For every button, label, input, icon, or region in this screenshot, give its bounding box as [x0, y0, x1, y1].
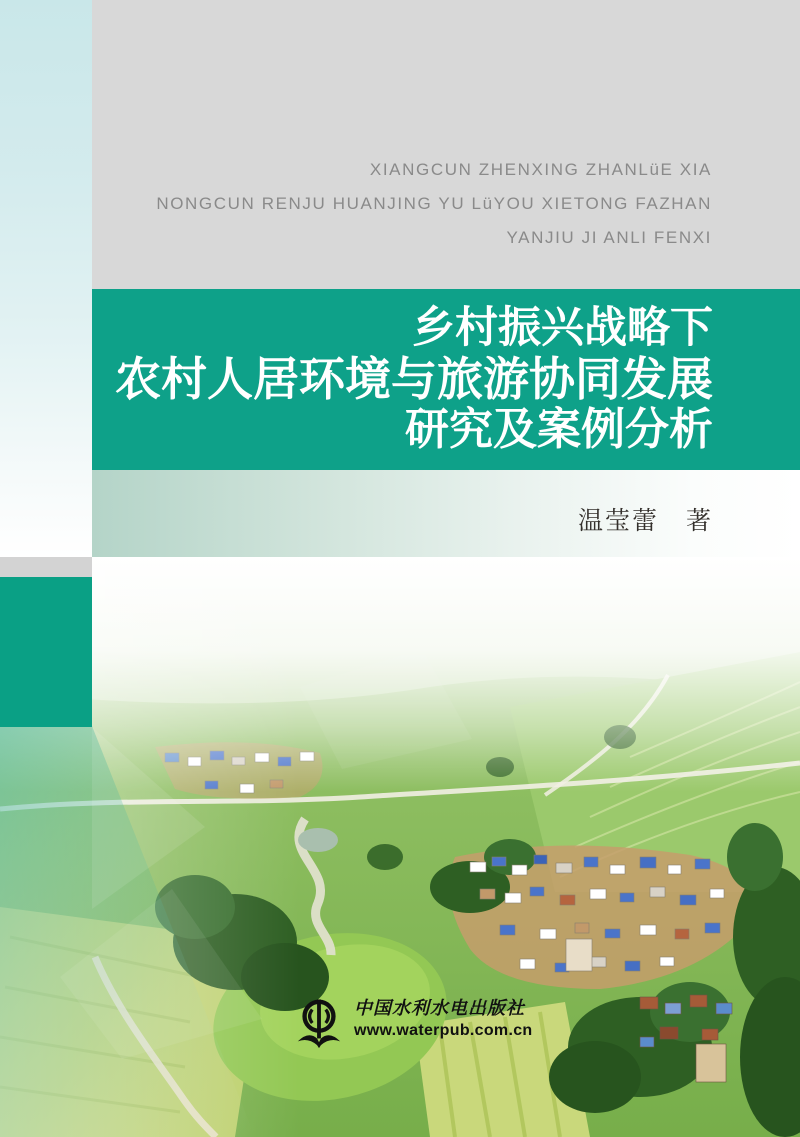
left-teal-block — [0, 577, 92, 727]
pinyin-subtitle — [156, 153, 712, 255]
publisher-url: www.waterpub.com.cn — [354, 1022, 533, 1039]
title-band — [92, 289, 800, 470]
book-title-line-3: 研究及案例分析 — [405, 404, 713, 455]
author-line: 温莹蕾 著 — [577, 507, 713, 535]
publisher-name: 中国水利水电出版社 — [354, 998, 525, 1019]
cover-photo-aerial-village — [0, 557, 800, 1137]
publisher-block — [296, 997, 532, 1050]
book-title-line-2: 农村人居环境与旅游协同发展 — [115, 353, 713, 405]
aerial-photo-illustration — [0, 557, 800, 1137]
pinyin-line-2: NONGCUN RENJU HUANJING YU LüYOU XIETONG FAZHAN — [156, 194, 712, 213]
water-power-press-logo-icon — [296, 998, 342, 1050]
author-strip — [92, 470, 800, 557]
pinyin-line-1: XIANGCUN ZHENXING ZHANLüE XIA — [369, 160, 712, 179]
left-cyan-column — [0, 0, 92, 557]
left-gray-block — [0, 557, 92, 577]
top-gray-panel — [92, 0, 800, 289]
pinyin-line-3: YANJIU JI ANLI FENXI — [506, 228, 712, 247]
book-title-line-1: 乡村振兴战略下 — [412, 304, 713, 352]
